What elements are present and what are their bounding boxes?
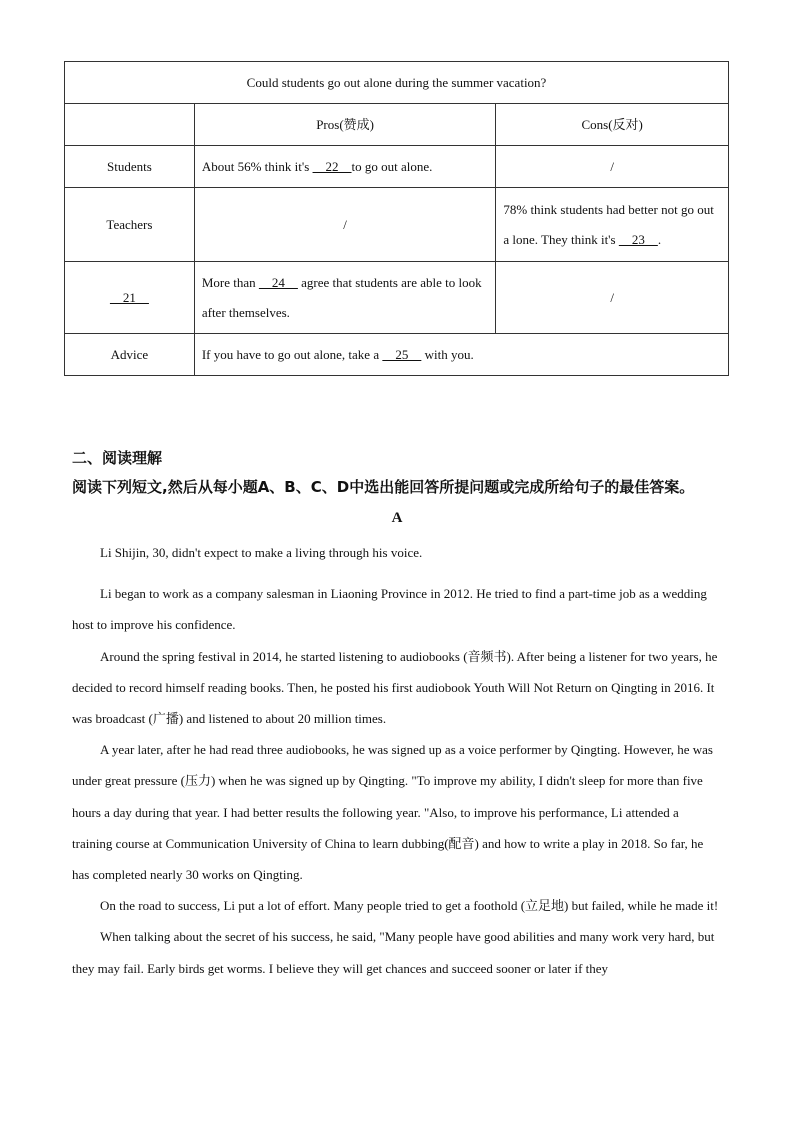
blank-21: 21 bbox=[109, 289, 149, 305]
blank-23: 23 bbox=[618, 231, 658, 247]
pros-cell bbox=[194, 146, 496, 188]
paragraph: When talking about the secret of his success, he said, "Many people have good abilities and many work very hard, but they may fail. Early birds get worms. I believe they will get chances and succeed sooner or later if they bbox=[72, 929, 715, 976]
passage-body bbox=[72, 537, 722, 984]
table-title: Could students go out alone during the summer vacation? bbox=[65, 62, 729, 104]
row-label: Students bbox=[65, 146, 195, 188]
pros-header: Pros(赞成) bbox=[194, 104, 496, 146]
blank-25: 25 bbox=[382, 346, 422, 362]
cell-text: . bbox=[657, 231, 662, 247]
cell-text: with you. bbox=[421, 346, 474, 362]
cell-text: agree that students are able to look after themselves. bbox=[201, 274, 482, 320]
cons-header: Cons(反对) bbox=[496, 104, 729, 146]
section-instruction: 阅读下列短文,然后从每小题A、B、C、D中选出能回答所提问题或完成所给句子的最佳答案。 bbox=[72, 478, 695, 496]
survey-table bbox=[64, 61, 729, 376]
cell-text: to go out alone. bbox=[351, 158, 433, 174]
section-heading: 二、阅读理解 bbox=[72, 449, 163, 467]
table-row bbox=[65, 334, 729, 376]
advice-cell bbox=[194, 334, 728, 376]
paragraph: Around the spring festival in 2014, he started listening to audiobooks (音频书). After being a listener for two years, he decided to record himself reading books. Then, he posted his first audiobook Youth Will Not Return on Qingting in 2016. It was broadcast (广播) and listened to about 20 million times. bbox=[72, 648, 718, 727]
paragraph: On the road to success, Li put a lot of effort. Many people tried to get a foothold (立足地) but failed, while he made it! bbox=[100, 898, 719, 914]
passage-label: A bbox=[391, 510, 403, 526]
cell-text: More than bbox=[201, 274, 259, 290]
paragraph: Li began to work as a company salesman in Liaoning Province in 2012. He tried to find a part-time job as a wedding host to improve his confidence. bbox=[72, 586, 707, 633]
table-row bbox=[65, 146, 729, 188]
row-label: Teachers bbox=[65, 188, 195, 262]
paragraph: A year later, after he had read three audiobooks, he was signed up as a voice performer by Qingting. However, he was under great pressure (压力) when he was signed up by Qingting. "To improve my ability, I didn't sleep for more than five hours a day during that year. I had better results the following year. "Also, to improve his performance, Li attended a training course at Communication University of China to learn dubbing(配音) and how to write a play in 2018. So far, he has completed nearly 30 works on Qingting. bbox=[72, 742, 713, 883]
cons-cell: / bbox=[496, 146, 729, 188]
cons-cell bbox=[496, 188, 729, 262]
cell-text: 78% think students had better not go out a lone. They think it's bbox=[503, 201, 714, 247]
blank-24: 24 bbox=[258, 274, 298, 290]
header-empty-cell bbox=[65, 104, 195, 146]
pros-cell bbox=[194, 262, 496, 334]
cell-text: About 56% think it's bbox=[201, 158, 313, 174]
table-row bbox=[65, 188, 729, 262]
cons-cell: / bbox=[496, 262, 729, 334]
pros-cell: / bbox=[194, 188, 496, 262]
blank-22: 22 bbox=[312, 158, 352, 174]
cell-text: If you have to go out alone, take a bbox=[201, 346, 383, 362]
row-label: Advice bbox=[65, 334, 195, 376]
row-label bbox=[65, 262, 195, 334]
table-title-row bbox=[65, 62, 729, 104]
table-header-row bbox=[65, 104, 729, 146]
table-row bbox=[65, 262, 729, 334]
paragraph: Li Shijin, 30, didn't expect to make a living through his voice. bbox=[100, 545, 423, 560]
